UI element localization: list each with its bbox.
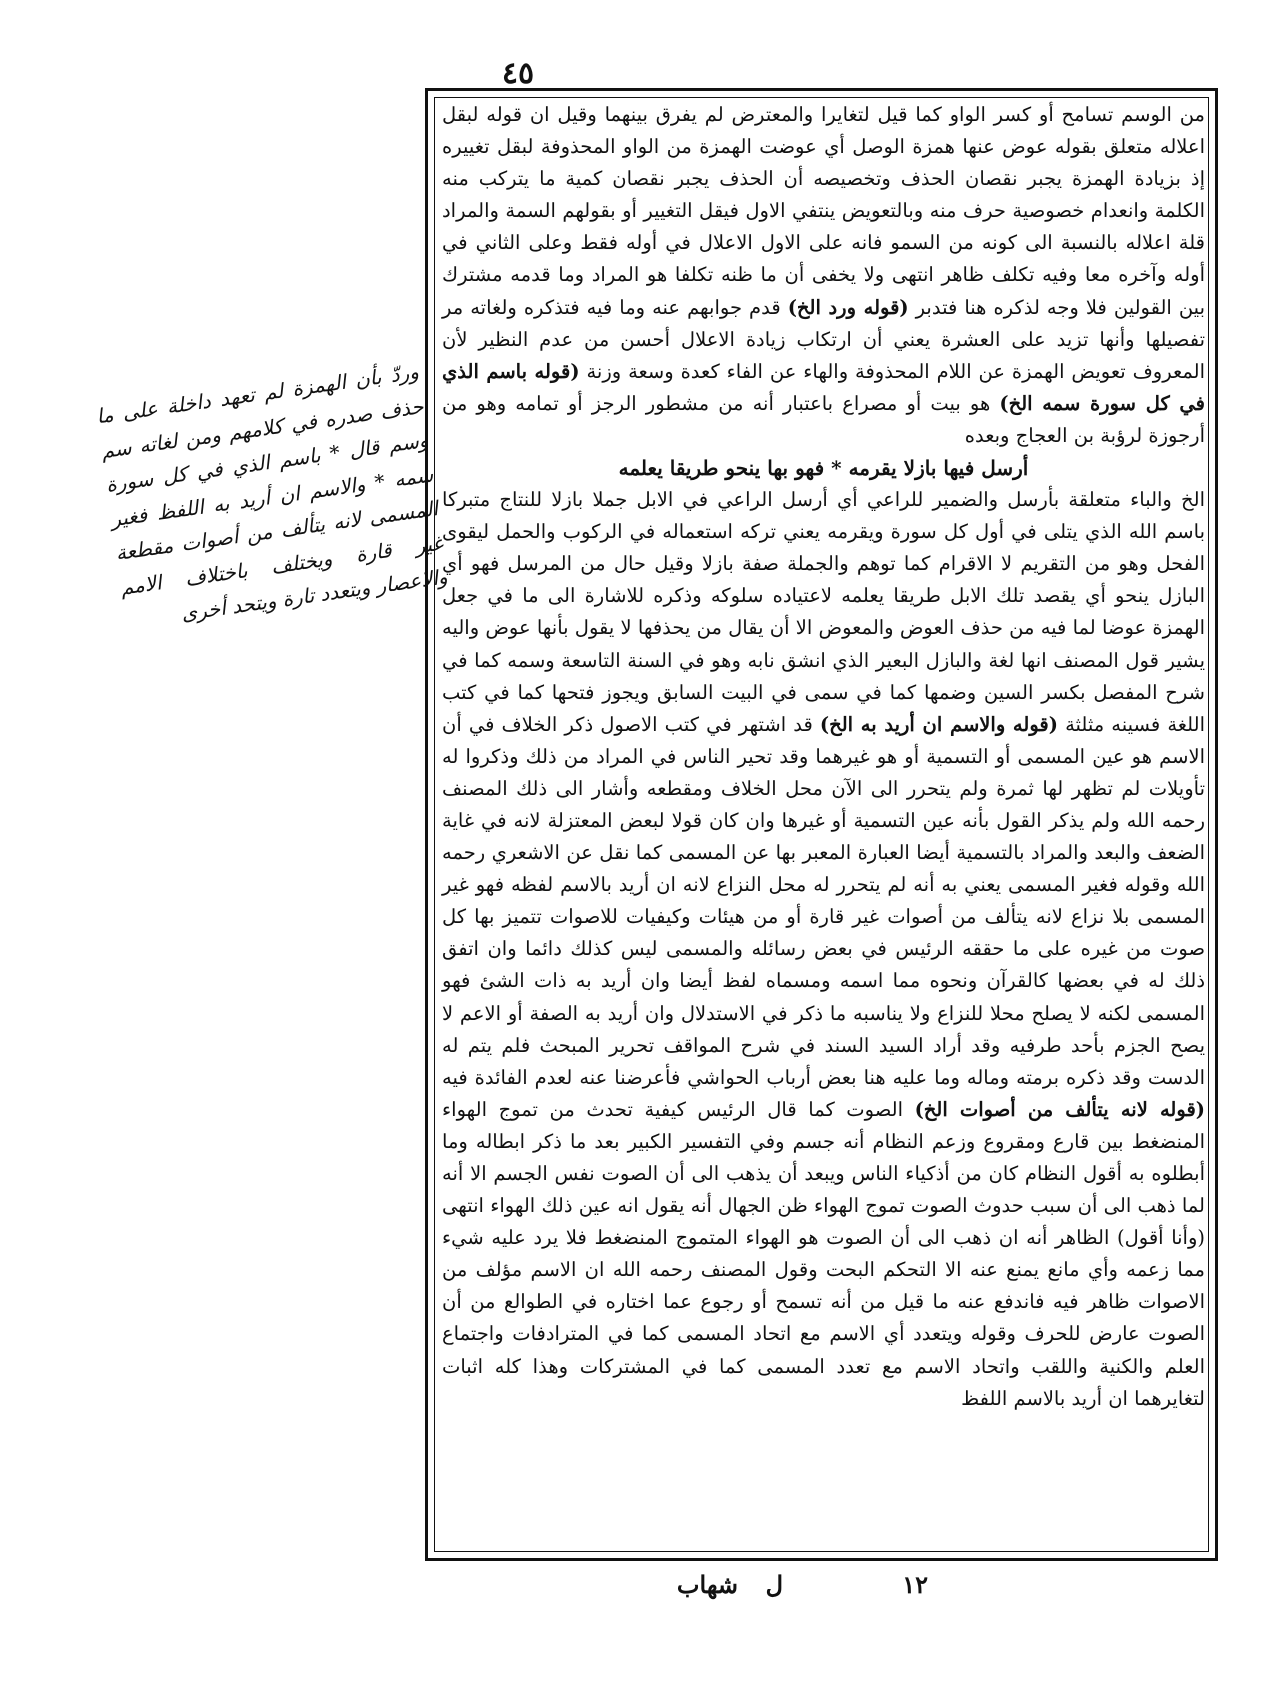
paragraph-text: هو بيت أو مصراع باعتبار أنه من مشطور الرجز أو تمامه وهو من أرجوزة لرؤبة بن العجاج وبعده	[442, 391, 1205, 447]
commentary-heading: (قوله ورد الخ)	[787, 295, 909, 319]
commentary-heading: (قوله والاسم ان أريد به الخ)	[819, 712, 1058, 736]
page-number: ٤٥	[501, 56, 535, 91]
paragraph	[442, 484, 1205, 1415]
page-footer	[425, 1570, 1218, 1606]
verse-line: أرسل فيها بازلا يقرمه * فهو بها ينحو طريقا يعلمه	[618, 456, 1029, 481]
main-text	[442, 99, 1205, 1550]
paragraph-text: الخ والباء متعلقة بأرسل والضمير للراعي أي أرسل الراعي في الابل جملا بازلا للنتاج متبركا باسم الله الذي يتلى في أول كل سورة ويقرمه يعني تركه استعماله في الركوب والحمل ليقوى الفحل وهو من التقريم لا الاقرام كما توهم والجملة صفة بازلا وقيل حال من المرسل فهو أي البازل ينحو أي يقصد تلك الابل طريقا يعلمه لاعتياده سلوكه وذكره للاشارة الى ما في جعل الهمزة عوضا لما فيه من حذف العوض والمعوض الا أن يقال من يحذفها لا يقول بأنها عوض واليه يشير قول المصنف انها لغة والبازل البعير الذي انشق نابه وهو في السنة التاسعة وسمه كما في شرح المفصل بكسر السين وضمها كما في سمى في البيت السابق ويجوز فتحها كما في كتب اللغة فسينه مثلثة	[442, 488, 1206, 736]
margin-note: وردّ بأن الهمزة لم تعهد داخلة على ما حذف صدره في كلامهم ومن لغاته سم وسم قال * باسم الذي في كل سورة سمه * والاسم ان أريد به اللفظ فغير المسمى لانه يتألف من أصوات مقطعة غير قارة ويختلف باختلاف الامم والاعصار ويتعدد تارة ويتحد أخرى	[94, 359, 449, 626]
paragraph-text: قد اشتهر في كتب الاصول ذكر الخلاف في أن الاسم هو عين المسمى أو التسمية أو هو غيرهما وقد تحير الناس في المراد من ذلك وذكروا له تأويلات لم تظهر لها ثمرة ولم يتحرر الى الآن محل الخلاف ومقطعه وأشار الى ذلك المصنف رحمه الله ولم يذكر القول بأنه عين التسمية أو غيرها وان كان قولا لبعض المعتزلة لانه في غاية الضعف والبعد والمراد بالتسمية أيضا العبارة المعبر بها عن المسمى كما نقل عن الاشعري رحمه الله وقوله فغير المسمى يعني به أنه لم يتحرر له محل النزاع لانه ان أريد بالاسم لفظه فهو غير المسمى بلا نزاع لانه يتألف من أصوات غير قارة أو من هيئات وكيفيات للاصوات تتميز بها كل صوت من غيره على ما حققه الرئيس في بعض رسائله والمسمى ليس كذلك دائما وان اتفق ذلك له في بعضها كالقرآن ونحوه مما اسمه ومسماه لفظ أيضا وان أريد به ذات الشئ فهو المسمى لكنه لا يصلح محلا للنزاع ولا يناسبه ما ذكر في الاستدلال وان أريد به الصفة أو الاعم لا يصح الجزم بأحد طرفيه وقد أراد السيد السند في شرح المواقف تحرير المبحث فلم يتم له الدست وقد ذكره برمته وماله وما عليه هنا بعض أرباب الحواشي فأعرضنا عنه لعدم الفائدة فيه	[442, 712, 1205, 1089]
footer-letter: ل	[765, 1570, 783, 1599]
footer-number: ١٢	[902, 1570, 928, 1599]
paragraph-text: الصوت كما قال الرئيس كيفية تحدث من تموج الهواء المنضغط بين قارع ومقروع وزعم النظام أنه جسم وفي التفسير الكبير بعد ما ذكر ابطاله وما أبطلوه به أقول النظام كان من أذكياء الناس ويبعد أن يذهب الى أن الصوت نفس الجسم الا أنه لما ذهب الى أن سبب حدوث الصوت تموج الهواء ظن الجهال أنه يقول انه عين ذلك الهواء انتهى (وأنا أقول) الظاهر أنه ان ذهب الى أن الصوت هو الهواء المتموج المنضغط فلا يرد عليه شيء مما زعمه وأي مانع يمنع عنه الا التحكم البحت وقول المصنف رحمه الله ان الاسم مؤلف من الاصوات ظاهر فيه فاندفع عنه ما قيل من أنه تسمح أو رجوع عما اختاره في الطوالع من أن الصوت عارض للحرف وقوله ويتعدد أي الاسم مع اتحاد المسمى كما في المترادفات واجتماع العلم والكنية واللقب واتحاد الاسم مع تعدد المسمى كما في المشتركات وهذا كله اثبات لتغايرهما ان أريد بالاسم اللفظ	[442, 1097, 1205, 1410]
commentary-heading: (قوله باسم الذي في كل سورة سمه الخ)	[442, 359, 1205, 415]
footer-signature: شهاب	[676, 1570, 738, 1599]
text-frame	[425, 88, 1218, 1561]
commentary-heading: (قوله لانه يتألف من أصوات الخ)	[914, 1097, 1205, 1121]
paragraph-text: قدم جوابهم عنه وما فيه فتذكره ولغاته مر تفصيلها وأنها تزيد على العشرة يعني أن ارتكاب زيادة الاعلال أحسن من عدم النظير لأن المعروف تعويض الهمزة عن اللام المحذوفة والهاء عن الفاء كعدة وسعة وزنة	[442, 295, 1205, 383]
paragraph-text: من الوسم تسامح أو كسر الواو كما قيل لتغايرا والمعترض لم يفرق بينهما وقيل ان قوله لبقل اعلاله متعلق بقوله عوض عنها همزة الوصل أي عوضت الهمزة من الواو المحذوفة لبقل تغييره إذ بزيادة الهمزة يجبر نقصان الحذف وتخصيصه أن الحذف يجبر نقصان كمية ما يتركب منه الكلمة وانعدام خصوصية حرف منه وبالتعويض ينتفي الاول فيقل التغيير أو بقولهم السمة والمراد قلة اعلاله بالنسبة الى كونه من السمو فانه على الاول الاعلال في أوله فقط وعلى الثاني في أوله وآخره معا وفيه تكلف ظاهر انتهى ولا يخفى أن ما ظنه تكلفا هو المراد وما قدمه مشترك بين القولين فلا وجه لذكره هنا فتدبر	[442, 103, 1205, 319]
paragraph	[442, 99, 1205, 452]
